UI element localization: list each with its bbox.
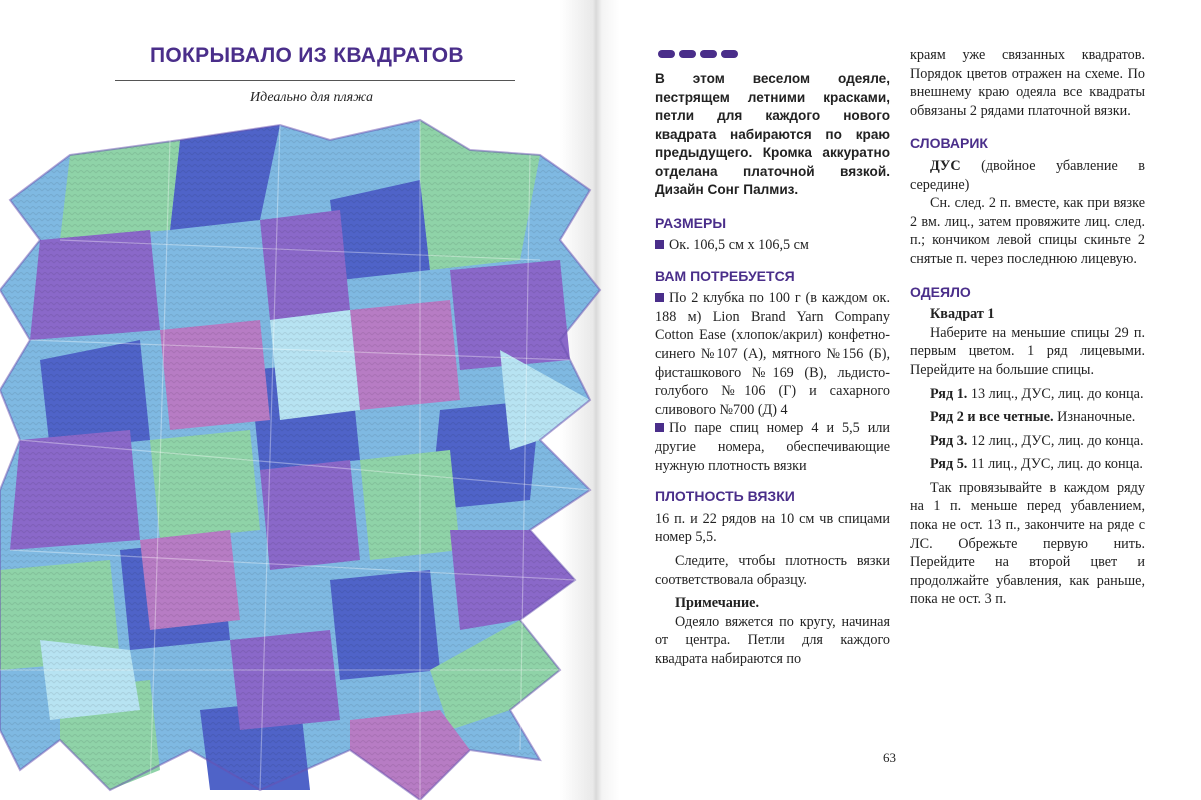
page-title: ПОКРЫВАЛО ИЗ КВАДРАТОВ (150, 44, 464, 67)
row3-label: Ряд 3. (930, 432, 968, 449)
bullet-square-icon (655, 293, 664, 302)
gauge-heading: ПЛОТНОСТЬ ВЯЗКИ (655, 488, 795, 505)
subtitle: Идеально для пляжа (250, 90, 373, 105)
dus-text: Сн. след. 2 п. вместе, как при вязке 2 вм. лиц., затем провяжите лиц. след. п.; кончиком левой спицы скиньте 2 снятые п. через последнюю лицевую. (910, 195, 1145, 267)
dus-term: ДУС (930, 157, 961, 174)
page-number: 63 (883, 750, 896, 765)
decor-bar-icon (658, 50, 890, 58)
row5-text: 11 лиц., ДУС, лиц. до конца. (967, 456, 1143, 473)
continue-text: Так провязывайте в каждом ряду на 1 п. меньше перед убавлением, пока не ост. 13 п., закончите на ряде с ЛС. Обрежьте первую нить. Перейдите на второй цвет и продолжайте убавления, как раньше, пока не ост. 3 п. (910, 479, 1145, 608)
row5-label: Ряд 5. (930, 456, 968, 473)
sizes-text: Ок. 106,5 см х 106,5 см (669, 237, 809, 254)
materials-heading: ВАМ ПОТРЕБУЕТСЯ (655, 267, 795, 284)
square-label: Квадрат 1 (930, 306, 995, 323)
row2-label: Ряд 2 и все четные. (930, 409, 1054, 426)
row3-text: 12 лиц., ДУС, лиц. до конца. (967, 432, 1144, 449)
intro-paragraph: В этом веселом одеяле, пестрящем летними красками, петли для каждого нового квадрата набираются по краю предыдущего. Кромка аккуратно отделана платочной вязкой. Дизайн Сонг Палмиз. (655, 71, 890, 197)
row1-label: Ряд 1. (930, 385, 968, 402)
materials-needles: По паре спиц номер 4 и 5,5 или другие номера, обеспечивающие нужную плотность вязки (655, 420, 890, 474)
gauge-text: 16 п. и 22 рядов на 10 см чв спицами номер 5,5. (655, 510, 890, 546)
continued-text: краям уже связанных квадратов. Порядок цветов отражен на схеме. По внешнему краю одеяла все квадраты обвязаны 2 рядами платочной вязки. (910, 47, 1145, 119)
bullet-square-icon (655, 240, 664, 249)
blanket-heading: ОДЕЯЛО (910, 283, 971, 300)
cast-on-text: Наберите на меньшие спицы 29 п. первым цветом. 1 ряд лицевыми. Перейдите на большие спицы. (910, 324, 1145, 378)
title-rule (115, 80, 515, 81)
blanket-photo (0, 110, 610, 800)
text-column-1 (655, 48, 890, 669)
bullet-square-icon (655, 423, 664, 432)
note-label: Примечание. (675, 595, 759, 612)
note-text: Одеяло вяжется по кругу, начиная от центра. Петли для каждого квадрата набираются по (655, 613, 890, 667)
text-column-2 (910, 48, 1145, 609)
materials-yarn: По 2 клубка по 100 г (в каждом ок. 188 м) Lion Brand Yarn Company Cotton Ease (хлопок/акрил) конфетно-синего №107 (А), мятного №156 (Б), фисташкового №169 (В), льдисто-голубого №106 (Г) и сахарного сливового №700 (Д) 4 (655, 290, 890, 418)
blanket-body (0, 120, 600, 800)
row1-text: 13 лиц., ДУС, лиц. до конца. (967, 385, 1144, 402)
sizes-heading: РАЗМЕРЫ (655, 214, 727, 231)
glossary-heading: СЛОВАРИК (910, 135, 988, 152)
dus-definition: (двойное убавление в середине) (910, 157, 1145, 193)
row2-text: Изнаночные. (1053, 409, 1136, 426)
gauge-note: Следите, чтобы плотность вязки соответствовала образцу. (655, 553, 890, 588)
